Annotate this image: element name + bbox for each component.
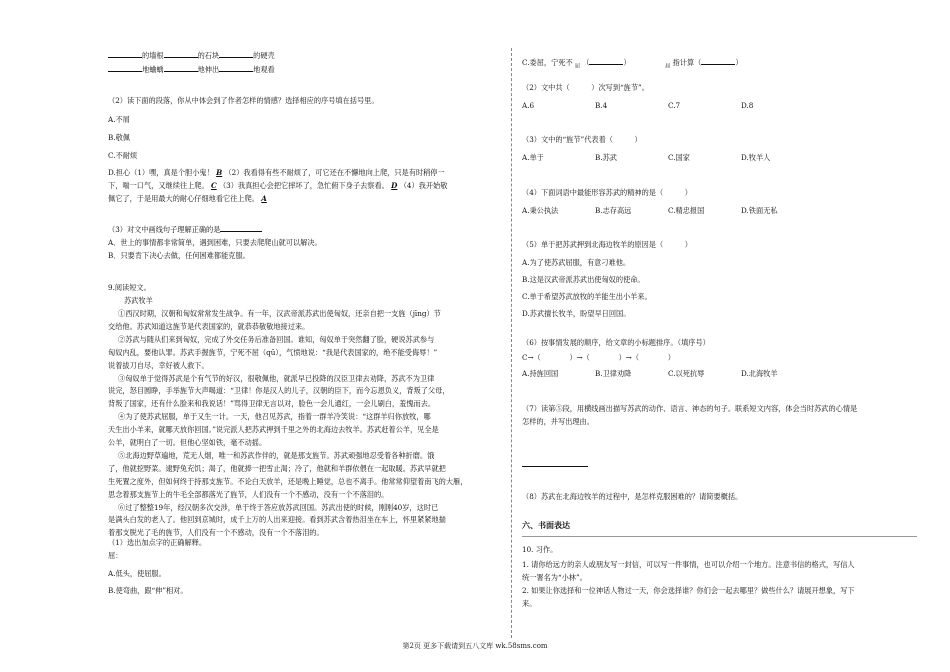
option: D.北海牧羊 [741,369,778,378]
option: D.苏武擅长牧羊，盼望早日回国。 [522,309,631,318]
article-line: 了，他就挖野菜。逮野兔充饥；渴了，他就捧一把雪止渴；冷了，他就和羊群依偎在一起取暖。苏武早就把 [108,463,446,473]
option: B.苏武 [595,153,617,162]
article-line: 是满头白发的老人了。他回到京城时，成千上万的人出来迎接。看到苏武含着热泪坐在车上，怀里紧紧地揣 [108,515,446,525]
article-line: 背叛了国家，还有什么脸来和我说话！”骂得卫律无言以对，脸色一会儿通红，一会儿刷白，羞愧而去。 [108,399,436,409]
option: B.敬佩 [108,133,130,142]
paragraph-line [108,194,503,204]
answer-mark: A [261,194,267,203]
fill-row-1 [108,50,503,61]
text: ） [735,58,743,67]
text: D.担心（1）嘿，真是个胆小鬼！ [108,168,214,177]
text: （2）我看得有些不耐烦了，可它还在不懈地向上爬，只是有时稍停一 [224,168,445,177]
article-line: ⑥过了整整19年，经汉朝多次交涉，单于终于答应放苏武回国。苏武出使的时候，刚刚40岁，这时已 [118,502,439,512]
fill-row-2 [108,64,503,75]
pinyin-mark: 屈 [665,63,671,70]
article-line: 说着拔刀自尽，幸好被人救下。 [108,360,209,370]
option: B.使弯曲，跟“伸”相对。 [108,586,188,595]
article-line: 天生出小羊来，就哪天放你回国。”说完派人把苏武押到千里之外的北海边去牧羊。苏武赶着公羊，见全是 [108,425,439,435]
option-c-line [522,57,917,71]
fill-word: 地观看 [253,65,275,74]
option: C.精忠报国 [668,206,705,215]
article-line: 思念着那支旌节上的牛毛全部都落光了旌节，人们没有一个不感动，没有一个不落泪的。 [108,489,389,499]
question-7-stem-cont: 怎样的，并写出理由。 [522,417,594,426]
option: A．世上的事情都非常简单，遇到困难，只要去爬爬山就可以解决。 [108,238,322,247]
column-divider [511,48,512,638]
text: （4）我开始敬 [399,181,448,190]
article-line: ③匈奴单于觉得苏武是个有气节的好汉，很敬佩他，就派早已投降的汉臣卫律去劝降，苏武不为卫律 [118,373,435,383]
text: ） [623,58,631,67]
option: A.低头，使屈服。 [108,569,166,578]
answer-line[interactable] [522,466,588,467]
question-10-title: 10. 习作。 [522,545,558,554]
question-5-stem: （5）单于把苏武押到北海边牧羊的原因是（ ） [522,240,692,249]
question-3-stem [108,224,503,235]
article-line: 说完，怒目圆睁，手举旌节大声喝道：“卫律！你是汉人的儿子，汉朝的臣下，而今忘恩负义，背叛了父母， [108,386,450,396]
option: C.国家 [668,153,690,162]
article-line: 匈奴内乱，要他认罪。苏武手握旌节，宁死不屈（qū），气愤地说：“我是代表国家的，绝不能受侮辱！” [108,347,438,357]
page-footer: 第2页 更多下载请到五八文库 wk.58sms.com [402,642,548,650]
text: 指计算（ [672,58,702,67]
prompt-line: 2. 如果让你选择和一位神话人物过一天，你会选择谁？你们会一起去哪里？做些什么？请展开想象，写下 [522,586,855,595]
article-line: ①西汉时期，汉朝和匈奴常常发生战争。有一年，汉武帝派苏武出使匈奴，还亲自把一支旌（jīng）节 [118,309,441,318]
question-8-stem: （8）苏武在北海边牧羊的过程中，是怎样克服困难的？请简要概括。 [522,492,743,501]
article-line: 公羊，就明白了一切。但他心坚如铁，毫不动摇。 [108,438,267,447]
prompt-line: 统一署名为“小林”。 [522,573,587,582]
answer-mark: C [210,181,217,190]
article-line: 交给他。苏武知道这旌节是代表国家的，就恭恭敬敬地接过来。 [108,321,310,331]
fill-word: 的墙根 [142,51,164,60]
text: （3）对文中画线句子理解正确的是 [108,225,221,234]
text: （3）我真担心会把它摔坏了，急忙俯下身子去察看。 [218,181,389,190]
section-rule [522,536,917,537]
paragraph-line [108,168,503,178]
fill-word: 地蛐蝺 [142,65,164,74]
option: B.志存高远 [595,206,632,215]
option: A.6 [522,101,535,110]
answer-mark: D [391,181,398,190]
article-line: ②苏武与随从们来到匈奴，完成了外交任务后准备回国。谁知，匈奴单于突然翻了脸，硬说苏武参与 [118,334,435,344]
option: C.以死抗辱 [668,369,705,378]
option: A.秉公执法 [522,206,559,215]
question-3-stem: （3）文中的“旌节”代表着（ ） [522,135,642,144]
option: D.牧羊人 [741,153,771,162]
question-1-stem: （1）选出加点字的正确解释。 [108,538,207,547]
option: B．只要肯下决心去做，任何困难都能克服。 [108,251,250,260]
paragraph-line [108,181,503,191]
pinyin-mark: 屈 [574,63,580,70]
article-line: 生死置之度外，但如何终于持那支旌节。不论白天放羊，还是晚上睡觉，总也不离手。他常常仰望着南飞的大雁， [108,476,468,486]
option: A.持旌回国 [522,369,559,378]
question-4-stem: （4）下面词语中最能形容苏武的精神的是（ ） [522,188,692,197]
section-heading: 六、书面表达 [522,520,570,530]
option: D.铁面无私 [741,206,778,215]
sequence-blanks[interactable]: C→（ ）→（ ）→（ ） [522,353,675,362]
option: A.不屑 [108,115,130,124]
option: A.单于 [522,153,544,162]
word-label: 屈： [108,551,123,560]
article-line: ④为了使苏武屈服，单于又生一计。一天，他召见苏武，指着一群羊冷笑说：“这群羊归你放牧，哪 [118,412,431,422]
option: B.4 [595,101,608,110]
option: B.这是汉武帝派苏武出使匈奴的使命。 [522,275,645,284]
article-line: 着那支脱光了毛的旌节，人们没有一个不感动，没有一个不落泪的。 [108,528,324,538]
prompt-line: 来。 [522,599,537,608]
text: C.委屈，宁死不 [522,58,573,67]
option: A.为了使苏武屈服，有意刁难他。 [522,258,631,267]
fill-word: 的硬壳 [253,51,275,60]
question-2-stem: （2）读下面的段落，你从中体会到了作者怎样的情感？选择相应的序号填在括号里。 [108,96,379,105]
option: C.7 [668,101,681,110]
text: （ [582,58,590,67]
question-6-stem: （6）按事情发展的顺序，给文章的小标题排序。（填序号） [522,338,710,347]
option: C.单于希望苏武放牧的羊能生出小羊来。 [522,292,652,301]
question-7-stem: （7）读第⑤段，用横线画出描写苏武的动作、语言、神态的句子。联系短文内容，体会当时苏武的心情是 [522,404,858,413]
article-line: ⑤北海边野草遍地，荒无人烟，唯一和苏武作伴的，就是那支旌节。苏武顽强地忍受着各种折磨。饿 [118,450,435,460]
prompt-line: 1. 请你给远方的亲人或朋友写一封信，可以写一件事情，也可以介绍一个地方。注意书信的格式，写信人 [522,560,855,569]
option: C.不耐烦 [108,151,138,160]
fill-word: 地伸出 [197,65,220,74]
option: D.8 [741,101,754,110]
question-9-title: 9.阅读短文。 [108,283,151,292]
text: 下，喘一口气，又继续往上爬。 [108,181,209,190]
text: 佩它了，于是用最大的耐心仔细地看它往上爬。 [108,194,259,203]
answer-mark: B [216,168,223,177]
fill-word: 的石块 [197,51,220,60]
question-2-stem: （2）文中共（ ）次写到“旌节”。 [522,83,649,92]
option: B.卫律劝降 [595,369,632,378]
article-title: 苏武牧羊 [124,296,153,305]
